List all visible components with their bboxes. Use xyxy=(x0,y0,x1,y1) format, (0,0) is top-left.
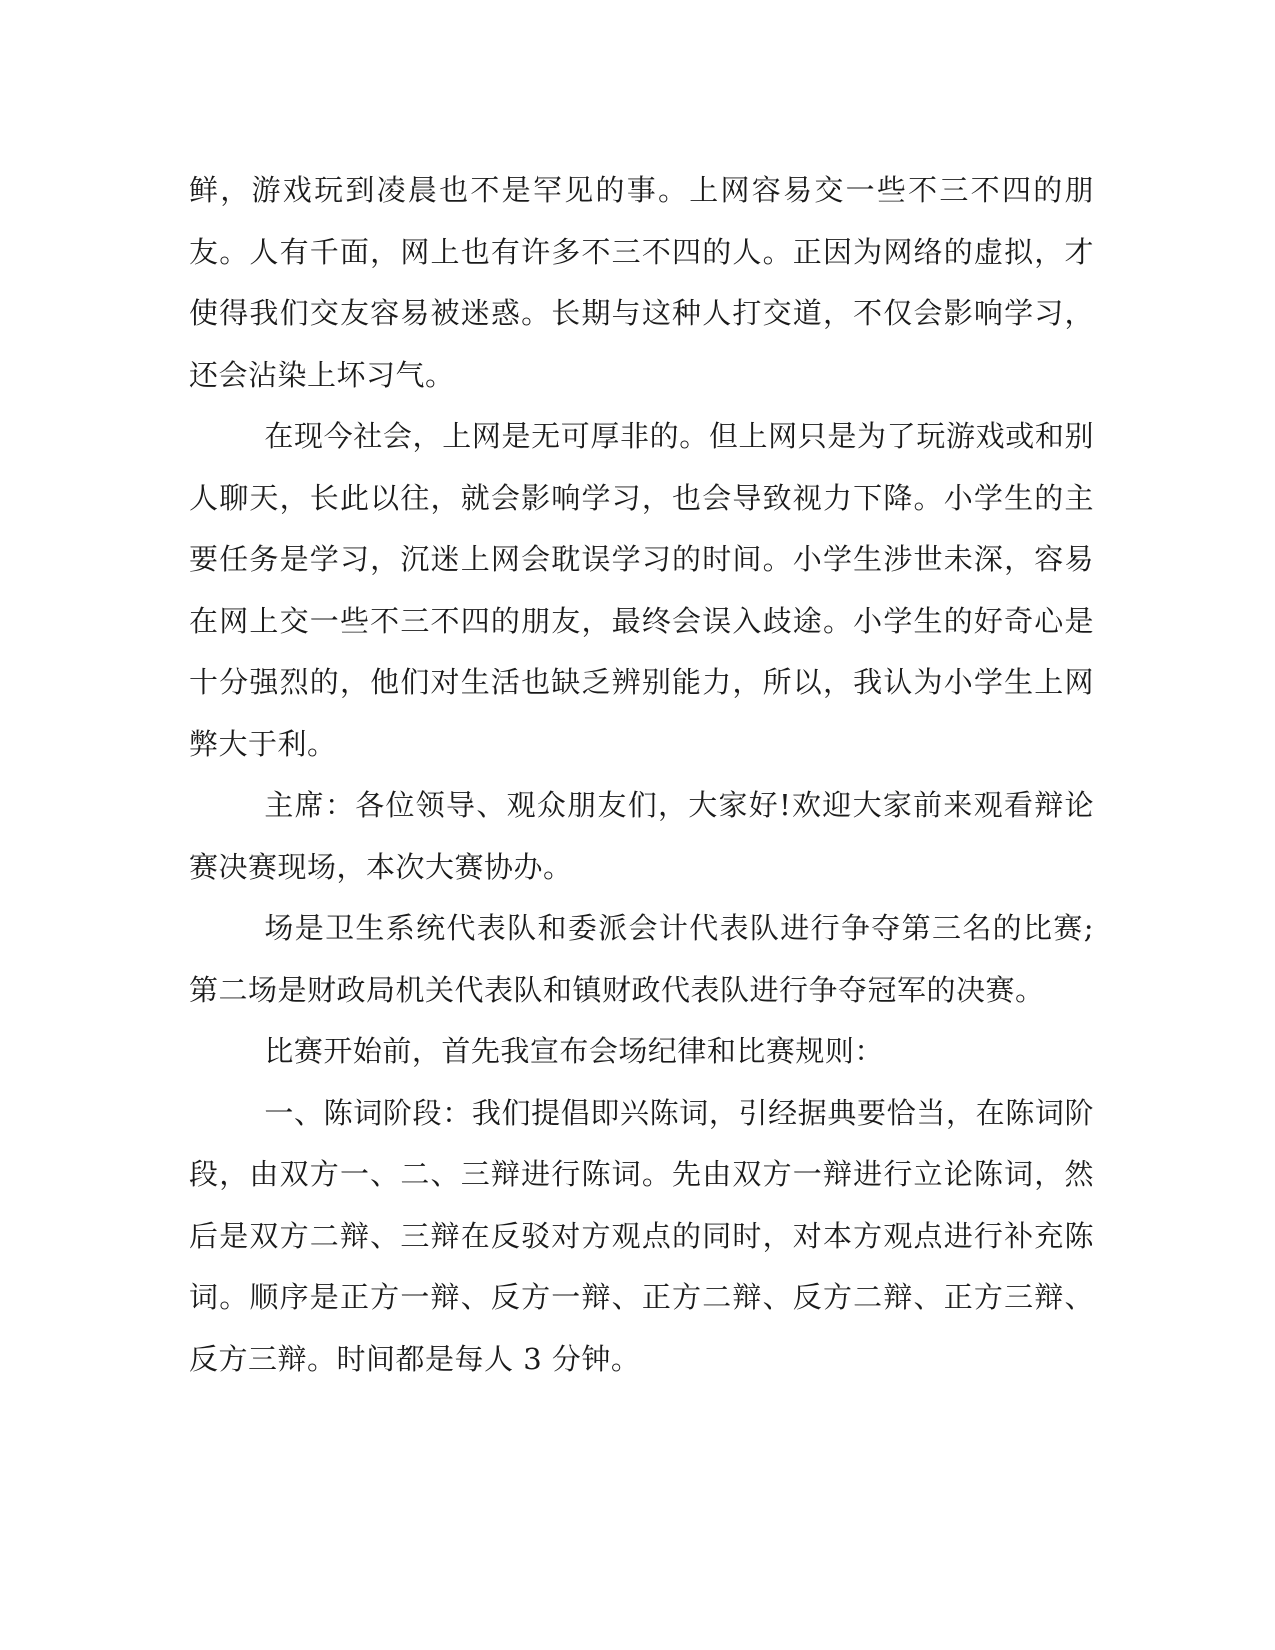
paragraph-1: 鲜，游戏玩到凌晨也不是罕见的事。上网容易交一些不三不四的朋友。人有千面，网上也有许多不三不四的人。正因为网络的虚拟，才使得我们交友容易被迷惑。长期与这种人打交道，不仅会影响学习，还会沾染上坏习气。 xyxy=(189,173,1094,392)
paragraph-4: 场是卫生系统代表队和委派会计代表队进行争夺第三名的比赛;第二场是财政局机关代表队和镇财政代表队进行争夺冠军的决赛。 xyxy=(189,911,1094,1007)
paragraph-3: 主席：各位领导、观众朋友们，大家好!欢迎大家前来观看辩论赛决赛现场，本次大赛协办。 xyxy=(189,788,1094,884)
paragraph-6: 一、陈词阶段：我们提倡即兴陈词，引经据典要恰当，在陈词阶段，由双方一、二、三辩进行陈词。先由双方一辩进行立论陈词，然后是双方二辩、三辩在反驳对方观点的同时，对本方观点进行补充陈词。顺序是正方一辩、反方一辩、正方二辩、反方二辩、正方三辩、反方三辩。时间都是每人 3 分钟。 xyxy=(189,1095,1094,1376)
document-body xyxy=(189,160,1094,1390)
paragraph-2: 在现今社会，上网是无可厚非的。但上网只是为了玩游戏或和别人聊天，长此以往，就会影响学习，也会导致视力下降。小学生的主要任务是学习，沉迷上网会耽误学习的时间。小学生涉世未深，容易在网上交一些不三不四的朋友，最终会误入歧途。小学生的好奇心是十分强烈的，他们对生活也缺乏辨别能力，所以，我认为小学生上网弊大于利。 xyxy=(189,419,1094,761)
paragraph-5: 比赛开始前，首先我宣布会场纪律和比赛规则： xyxy=(264,1034,884,1068)
